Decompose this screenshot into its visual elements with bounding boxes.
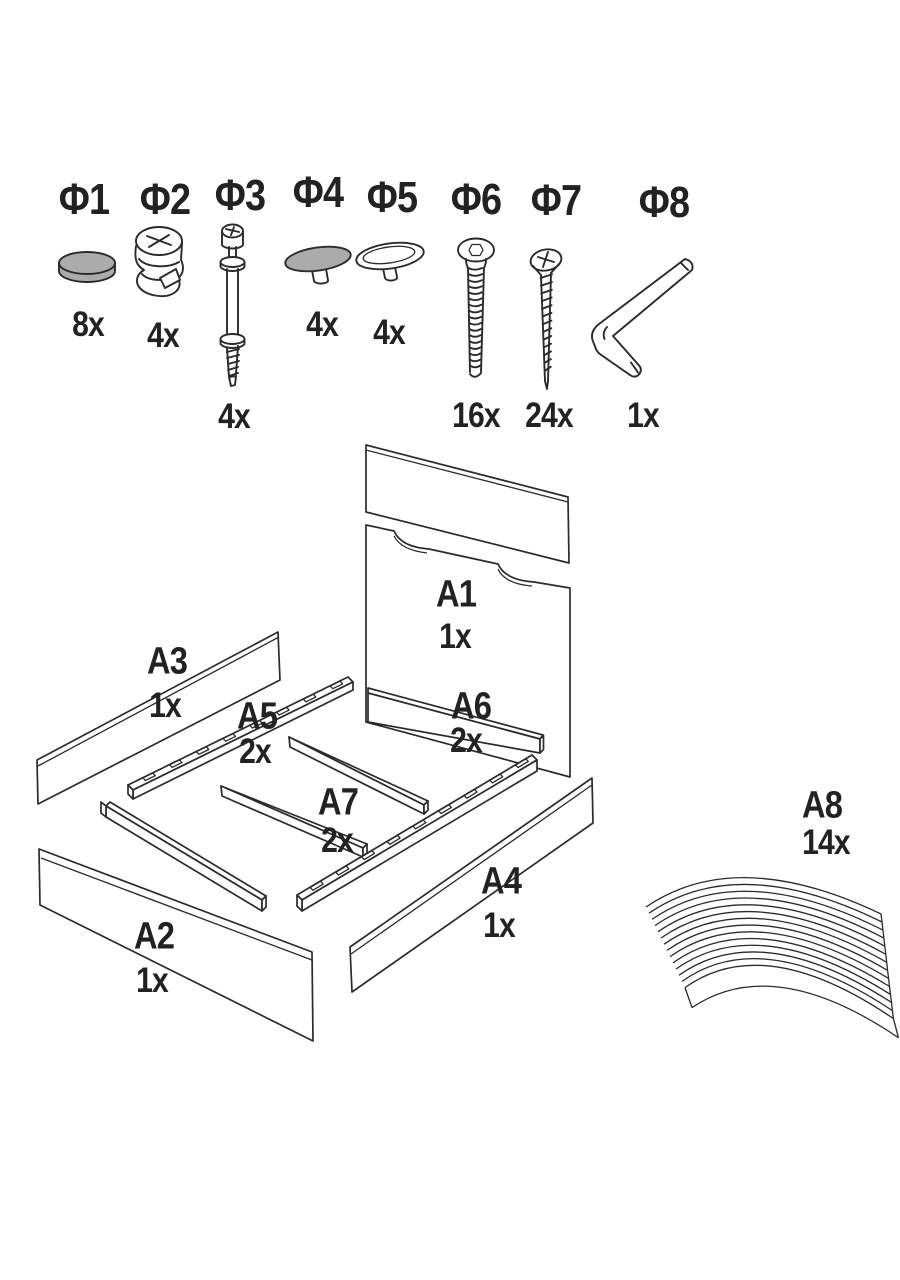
part-count: 2x (450, 721, 482, 760)
hardware-label: Φ8 (638, 178, 690, 227)
hardware-label: Φ3 (214, 171, 266, 220)
round-cover-cap-icon (59, 252, 115, 282)
hardware-label: Φ7 (530, 176, 582, 225)
hardware-count: 4x (373, 313, 405, 352)
part-a2-side-panel (39, 849, 313, 1041)
part-label: A3 (146, 640, 188, 683)
allen-key-icon (592, 259, 693, 377)
wood-screw-icon (529, 247, 563, 389)
hardware-count: 1x (627, 396, 659, 435)
hardware-count: 8x (72, 305, 104, 344)
cam-lock-icon (135, 227, 183, 296)
hardware-count: 16x (452, 396, 500, 435)
hardware-count: 4x (147, 316, 179, 355)
part-label: A5 (236, 695, 278, 738)
hardware-label: Φ4 (292, 168, 344, 217)
part-label: A1 (435, 573, 477, 616)
cam-bolt-icon (221, 225, 245, 387)
oval-cover-cap-white-icon (355, 239, 426, 281)
flat-head-hex-bolt-icon (458, 239, 494, 377)
part-count: 1x (439, 617, 471, 656)
part-label: A7 (317, 781, 359, 824)
part-count: 1x (149, 686, 181, 725)
hardware-label: Φ2 (139, 175, 191, 224)
part-label: A6 (450, 685, 492, 728)
part-count: 1x (483, 906, 515, 945)
part-count: 14x (802, 823, 850, 862)
part-a8-slat-stack (646, 878, 898, 1038)
hardware-label: Φ5 (366, 173, 418, 222)
part-count: 2x (321, 821, 353, 860)
part-count: 1x (136, 961, 168, 1000)
oval-cover-cap-gray-icon (284, 243, 353, 284)
part-label: A2 (133, 915, 175, 958)
hardware-count: 4x (306, 305, 338, 344)
hardware-count: 4x (218, 397, 250, 436)
hardware-label: Φ1 (58, 175, 110, 224)
hardware-label: Φ6 (450, 175, 502, 224)
part-label: A4 (480, 860, 522, 903)
hardware-count: 24x (525, 396, 573, 435)
part-a7-center-rail-upper (289, 737, 428, 814)
part-label: A8 (801, 784, 843, 827)
part-count: 2x (239, 732, 271, 771)
